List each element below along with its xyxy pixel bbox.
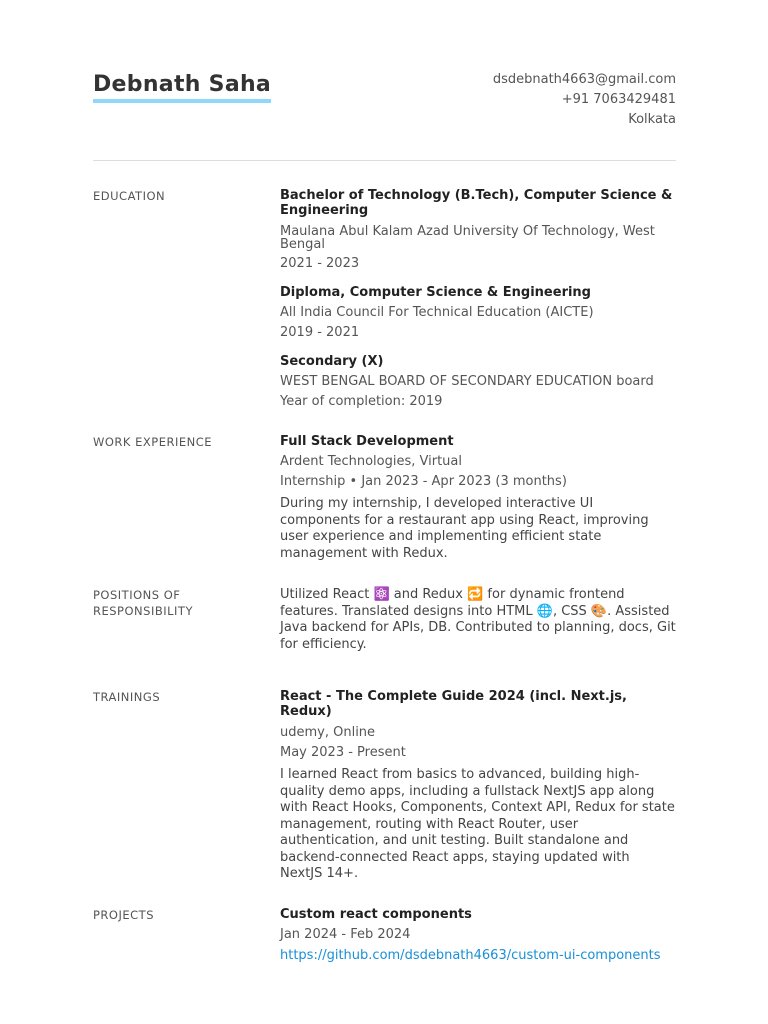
- positions-section: [93, 587, 676, 667]
- training-entry: [280, 689, 676, 881]
- degree-title: Diploma, Computer Science & Engineering: [280, 285, 591, 300]
- education-section: [93, 188, 676, 418]
- section-label-work-experience: WORK EXPERIENCE: [93, 435, 213, 449]
- education-entry: [280, 188, 676, 271]
- resume-header: [93, 0, 676, 161]
- project-link[interactable]: https://github.com/dsdebnath4663/custom-ui-components: [280, 948, 661, 963]
- contact-info: [493, 70, 676, 130]
- work-experience-section: [93, 434, 676, 564]
- job-description: During my internship, I developed interactive UI components for a restaurant app using React, improving user experience and implementing efficient state management with Redux.: [280, 496, 649, 561]
- training-title: React - The Complete Guide 2024 (incl. Next.js, Redux): [280, 689, 627, 719]
- candidate-name: Debnath Saha: [93, 72, 271, 103]
- degree-title: Bachelor of Technology (B.Tech), Computer Science & Engineering: [280, 188, 673, 218]
- job-title: Full Stack Development: [280, 434, 454, 449]
- education-period: 2019 - 2021: [280, 325, 360, 340]
- section-label-education: EDUCATION: [93, 189, 166, 203]
- section-label-projects: PROJECTS: [93, 908, 154, 922]
- job-period: Internship • Jan 2023 - Apr 2023 (3 months): [280, 474, 567, 489]
- section-label-trainings: TRAININGS: [93, 690, 161, 704]
- projects-section: [93, 907, 676, 987]
- work-entry: [280, 434, 676, 561]
- institution-name: Maulana Abul Kalam Azad University Of Technology, West Bengal: [280, 224, 655, 252]
- positions-text: Utilized React ⚛️ and Redux 🔁 for dynamic frontend features. Translated designs into HTML 🌐, CSS 🎨. Assisted Java backend for APIs, DB. Contributed to planning, docs, Git for efficiency.: [280, 587, 676, 652]
- project-title: Custom react components: [280, 907, 472, 922]
- education-period: Year of completion: 2019: [280, 394, 443, 409]
- education-entry: [280, 354, 676, 409]
- education-period: 2021 - 2023: [280, 256, 360, 271]
- email-address[interactable]: dsdebnath4663@gmail.com: [492, 72, 676, 87]
- trainings-section: [93, 689, 676, 889]
- training-provider: udemy, Online: [280, 725, 376, 740]
- project-period: Jan 2024 - Feb 2024: [280, 927, 411, 942]
- degree-title: Secondary (X): [280, 354, 384, 369]
- city: Kolkata: [628, 112, 676, 127]
- positions-entry: [280, 587, 676, 653]
- training-description: I learned React from basics to advanced, building high-quality demo apps, including a fullstack NextJS app along with React Hooks, Components, Context API, Redux for state management, routing with React Router, user authentication, and unit testing. Built standalone and backend-connected React apps, staying updated with NextJS 14+.: [280, 767, 675, 881]
- section-label-positions: POSITIONS OF RESPONSIBILITY: [93, 588, 193, 618]
- institution-name: WEST BENGAL BOARD OF SECONDARY EDUCATION board: [280, 374, 654, 389]
- education-entry: [280, 285, 676, 340]
- institution-name: All India Council For Technical Education (AICTE): [280, 305, 594, 320]
- training-period: May 2023 - Present: [280, 745, 406, 760]
- company-name: Ardent Technologies, Virtual: [280, 454, 462, 469]
- resume-page: [93, 0, 676, 963]
- phone-number[interactable]: +91 7063429481: [561, 92, 676, 107]
- project-entry: [280, 907, 676, 963]
